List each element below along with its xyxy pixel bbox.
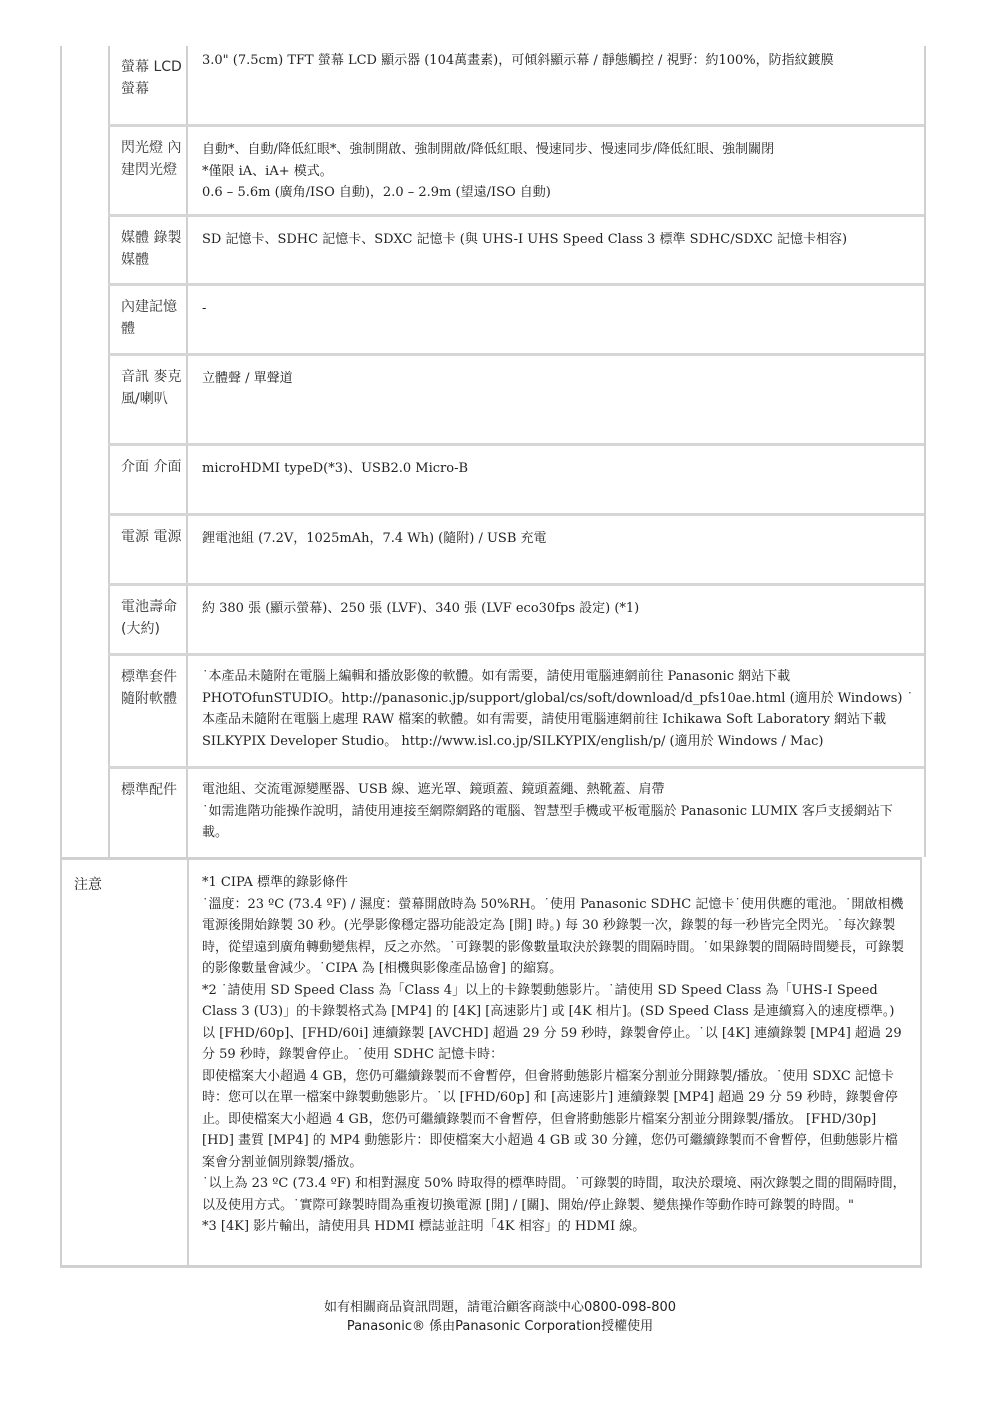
note-line: 即使檔案大小超過 4 GB，您仍可繼續錄製而不會暫停，但會將動態影片檔案分割並分開錄製/播放。˙使用 SDXC 記憶卡時：您可以在單一檔案中錄製動態影片。˙以 [FHD/60p] 和 [高速影片] 連續錄製 [MP4] 超過 29 分 59 秒時，錄製會停止。即使檔案大小超過 4 GB，您仍可繼續錄製而不會暫停，但會將動態影片檔案分割並分開錄製/播放。 [FHD/30p] [HD] 畫質 [MP4] 的 MP4 動態影片：即使檔案大小超過 4 GB 或 30 分鐘，您仍可繼續錄製而不會暫停，但動態影片檔案會分割並個別錄製/播放。	[202, 1068, 898, 1170]
spec-value	[202, 586, 914, 620]
notes-section	[60, 857, 922, 1268]
spec-value-line: ˙如需進階功能操作說明，請使用連接至網際網路的電腦、智慧型手機或平板電腦於 Panasonic LUMIX 客戶支援網站下載。	[202, 803, 893, 840]
spec-key: 媒體 錄製媒體	[108, 217, 188, 283]
spec-row-display	[108, 46, 924, 127]
note-line: ˙以上為 23 ºC (73.4 ºF) 和相對濕度 50% 時取得的標準時間。˙可錄製的時間，取決於環境、兩次錄製之間的間隔時間，以及使用方式。˙實際可錄製時間為重複切換電源 [開] / [關]、開始/停止錄製、變焦操作等動作時可錄製的時間。"	[202, 1176, 906, 1213]
spec-value	[202, 446, 914, 480]
spec-key: 介面 介面	[108, 446, 188, 513]
note-line: *3 [4K] 影片輸出，請使用具 HDMI 標誌並註明「4K 相容」的 HDMI 線。	[202, 1219, 646, 1234]
note-line: *2 ˙請使用 SD Speed Class 為「Class 4」以上的卡錄製動態影片。˙請使用 SD Speed Class 為「UHS-I Speed Class 3 (U3)」的卡錄製格式為 [MP4] 的 [4K] [高速影片] 或 [4K 相片]。(SD Speed Class 是連續寫入的速度標準。) 以 [FHD/60p]、[FHD/60i] 連續錄製 [AVCHD] 超過 29 分 59 秒時，錄製會停止。˙以 [4K] 連續錄製 [MP4] 超過 29 分 59 秒時，錄製會停止。˙使用 SDHC 記憶卡時：	[202, 982, 902, 1062]
note-line: *1 CIPA 標準的錄影條件	[202, 875, 349, 890]
spec-row-flash	[108, 127, 924, 217]
spec-value-line: 電池組、交流電源變壓器、USB 線、遮光罩、鏡頭蓋、鏡頭蓋繩、熱靴蓋、肩帶	[202, 782, 665, 797]
spec-row-battery	[108, 586, 924, 656]
spec-value	[202, 46, 914, 72]
spec-table	[60, 46, 926, 857]
spec-value	[202, 286, 914, 320]
spec-value	[202, 516, 914, 550]
spec-row-software	[108, 656, 924, 769]
spec-value-line: 0.6 – 5.6m (廣角/ISO 自動)，2.0 – 2.9m (望遠/ISO 自動)	[202, 185, 551, 200]
spec-key: 電池壽命(大約)	[108, 586, 188, 653]
spec-value-line: ˙本產品未隨附在電腦上編輯和播放影像的軟體。如有需要，請使用電腦連網前往 Panasonic 網站下載 PHOTOfunSTUDIO。http://panasonic.jp/support/global/cs/soft/download/d_pfs10ae.html (適用於 Windows) ˙本產品未隨附在電腦上處理 RAW 檔案的軟體。如有需要，請使用電腦連網前往 Ichikawa Soft Laboratory 網站下載 SILKYPIX Developer Studio。 http://www.isl.co.jp/SILKYPIX/english/p/ (適用於 Windows / Mac)	[202, 669, 914, 749]
spec-value-line: 立體聲 / 單聲道	[202, 371, 293, 386]
spec-key: 音訊 麥克風/喇叭	[108, 356, 188, 443]
spec-value-line: microHDMI typeD(*3)、USB2.0 Micro-B	[202, 461, 469, 476]
table-gutter	[62, 46, 110, 857]
spec-value-line: SD 記憶卡、SDHC 記憶卡、SDXC 記憶卡 (與 UHS-I UHS Speed Class 3 標準 SDHC/SDXC 記憶卡相容)	[202, 232, 848, 247]
notes-label: 注意	[62, 860, 189, 1265]
spec-value-line: 鋰電池組 (7.2V，1025mAh，7.4 Wh) (隨附) / USB 充電	[202, 531, 547, 546]
spec-value-line: 自動*、自動/降低紅眼*、強制開啟、強制開啟/降低紅眼、慢速同步、慢速同步/降低紅眼、強制關閉	[202, 142, 775, 157]
spec-row-audio	[108, 356, 924, 446]
spec-row-power	[108, 516, 924, 586]
spec-value-line: *僅限 iA、iA+ 模式。	[202, 163, 333, 179]
spec-value-line: 3.0" (7.5cm) TFT 螢幕 LCD 顯示器 (104萬畫素)，可傾斜顯示幕 / 靜態觸控 / 視野：約100%，防指紋鍍膜	[202, 53, 834, 68]
spec-value-line: -	[202, 301, 207, 316]
spec-key: 閃光燈 內建閃光燈	[108, 127, 188, 214]
footer-contact: 如有相關商品資訊問題，請電洽顧客商談中心0800-098-800	[323, 1300, 677, 1315]
spec-value	[202, 217, 914, 251]
footer-trademark: Panasonic® 係由Panasonic Corporation授權使用	[346, 1319, 654, 1334]
spec-row-media	[108, 217, 924, 286]
spec-row-accessories	[108, 769, 924, 857]
spec-key: 標準配件	[108, 769, 188, 857]
notes-body	[202, 872, 910, 1238]
spec-key: 螢幕 LCD螢幕	[108, 46, 188, 124]
spec-value	[202, 769, 914, 844]
spec-value	[202, 356, 914, 390]
spec-value	[202, 656, 914, 752]
note-line: ˙溫度：23 ºC (73.4 ºF) / 濕度：螢幕開啟時為 50%RH。˙使用 Panasonic SDHC 記憶卡˙使用供應的電池。˙開啟相機電源後開始錄製 30 秒。(光學影像穩定器功能設定為 [開] 時。) 每 30 秒錄製一次，錄製的每一秒皆完全閃光。˙每次錄製時，從望遠到廣角轉動變焦桿，反之亦然。˙可錄製的影像數量取決於錄製的間隔時間。˙如果錄製的間隔時間變長，可錄製的影像數量會減少。˙CIPA 為 [相機與影像產品協會] 的縮寫。	[202, 896, 905, 976]
spec-key: 內建記憶體	[108, 286, 188, 353]
spec-row-interface	[108, 446, 924, 516]
spec-value	[202, 127, 914, 204]
spec-row-memory	[108, 286, 924, 356]
spec-key: 標準套件 隨附軟體	[108, 656, 188, 766]
spec-value-line: 約 380 張 (顯示螢幕)、250 張 (LVF)、340 張 (LVF eco30fps 設定) (*1)	[202, 601, 640, 616]
spec-key: 電源 電源	[108, 516, 188, 583]
